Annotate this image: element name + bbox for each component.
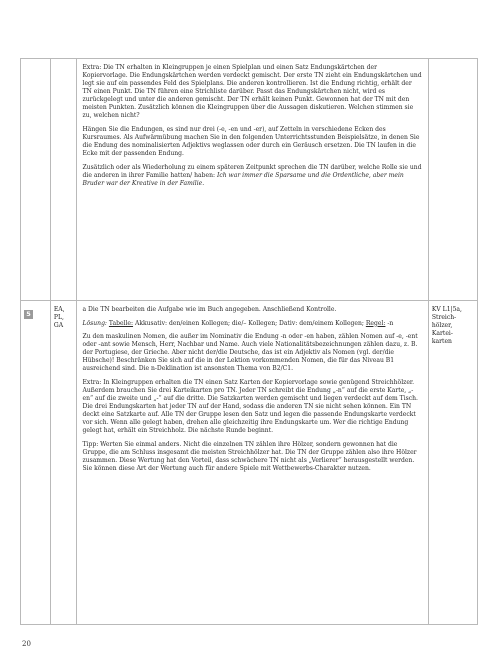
lesson-notes-table (20, 58, 478, 625)
tip-paragraph: Tipp: Werten Sie einmal anders. Nicht die einzelnen TN zählen ihre Hölzer, sondern gewonnen hat die Gruppe, die am Schluss insgesamt die meisten Streichhölzer hat. Die TN der Gruppe zählen also ihre Hölzer zusammen. Diese Wertung hat den Vorteil, dass schwächere TN nicht als „Verlierer“ herausgestellt werden. Sie können diese Art der Wertung auch für andere Spiele mit Wettbewerbs-Charakter nutzen. (82, 440, 417, 472)
extra-card-game-paragraph: Extra: In Kleingruppen erhalten die TN einen Satz Karten der Kopiervorlage sowie genügend Streichhölzer. Außerdem brauchen Sie drei Karteikarten pro TN. Jeder TN schreibt die Endung „-n“ auf die erste Karte, „-en“ auf die zweite und „-“ auf die dritte. Die Satzkarten werden gemischt und liegen verdeckt auf dem Tisch. Die drei Endungskarten hat jeder TN auf der Hand, sodass die anderen TN sie nicht sehen können. Ein TN deckt eine Satzkarte auf. Alle TN der Gruppe lesen den Satz und legen die passende Endungskarte verdeckt vor sich. Wenn alle gelegt haben, drehen alle gleichzeitig ihre Endungskarte um. Wer die richtige Endung gelegt hat, erhält ein Streichholz. Die nächste Runde beginnt. (82, 378, 418, 435)
table-row (21, 301, 478, 625)
row2-material-cell (428, 301, 477, 625)
endings-corners-paragraph: Hängen Sie die Endungen, es sind nur drei (-e, -en und -er), auf Zetteln in verschiedene Ecken des Kursraumes. Als Aufwärmübung machen Sie in den folgenden Unterrichtsstunden Beispielsätze, in denen Sie die Endung des nominalisierten Adjektivs weglassen oder durch ein Geräusch ersetzen. Die TN laufen in die Ecke mit der passenden Endung. (82, 125, 420, 157)
solution-paragraph: Lösung: Tabelle: Akkusativ: den/einen Kollegen; die/– Kollegen; Dativ: dem/einem Kollegen; Regel: -n (82, 319, 394, 327)
row1-number-cell (21, 59, 51, 301)
task-intro: a Die TN bearbeiten die Aufgabe wie im Buch angegeben. Anschließend Kontrolle. (82, 306, 337, 313)
social-forms: EA, PL, GA (53, 306, 65, 330)
page-number: 20 (22, 640, 31, 648)
n-declination-note: Zu den maskulinen Nomen, die außer im Nominativ die Endung -n oder -en haben, zählen Nomen auf -e, -ent oder -ant sowie Mensch, Herr, Nachbar und Name. Auch viele Nationalitätsbezeichnungen zählen dazu, z. B. der Portugiese, der Grieche. Aber nicht der/die Deutsche, das ist ein Adjektiv als Nomen (vgl. der/die Hübsche)! Beschränken Sie sich auf die in der Lektion vorkommenden Nomen, die für das Niveau B1 ausreichend sind. Die n-Deklination ist ansonsten Thema von B2/C1. (82, 333, 418, 373)
material-list: KV L1|5a, Streich- hölzer, Karteі- karten (431, 306, 462, 346)
row2-content-cell (76, 301, 428, 625)
family-roles-example: Ich war immer die Sparsame und die Ordentliche, aber mein Bruder war der Kreative in der Familie. (82, 171, 404, 187)
family-roles-paragraph: Zusätzlich oder als Wiederholung zu einem späteren Zeitpunkt sprechen die TN darüber, welche Rolle sie und die anderen in ihrer Familie hatten/ haben: Ich war immer die Sparsame und die Ordentliche, aber mein Bruder war der Kreative in der Familie. (82, 163, 422, 187)
row1-material-cell (428, 59, 477, 301)
table-row (21, 59, 478, 301)
task-number-badge: 5 (24, 310, 33, 319)
extra-game-paragraph: Extra: Die TN erhalten in Kleingruppen je einen Spielplan und einen Satz Endungskärtchen der Kopiervorlage. Die Endungskärtchen werden verdeckt gemischt. Der erste TN zieht ein Endungskärtchen und legt sie auf ein passendes Feld des Spielplans. Die anderen kontrollieren. Ist die Endung richtig, erhält der TN einen Punkt. Die TN führen eine Strichliste darüber. Passt das Endungskärtchen nicht, wird es zurückgelegt und unter die anderen gemischt. Der TN erhält keinen Punkt. Gewonnen hat der TN mit den meisten Punkten. Zusätzlich können die Kleingruppen über die Aussagen diskutieren. Welchen stimmen sie zu, welchen nicht? (82, 64, 422, 120)
row2-social-cell (50, 301, 76, 625)
row1-social-cell (50, 59, 76, 301)
row2-number-cell (21, 301, 51, 625)
row1-content-cell (76, 59, 428, 301)
